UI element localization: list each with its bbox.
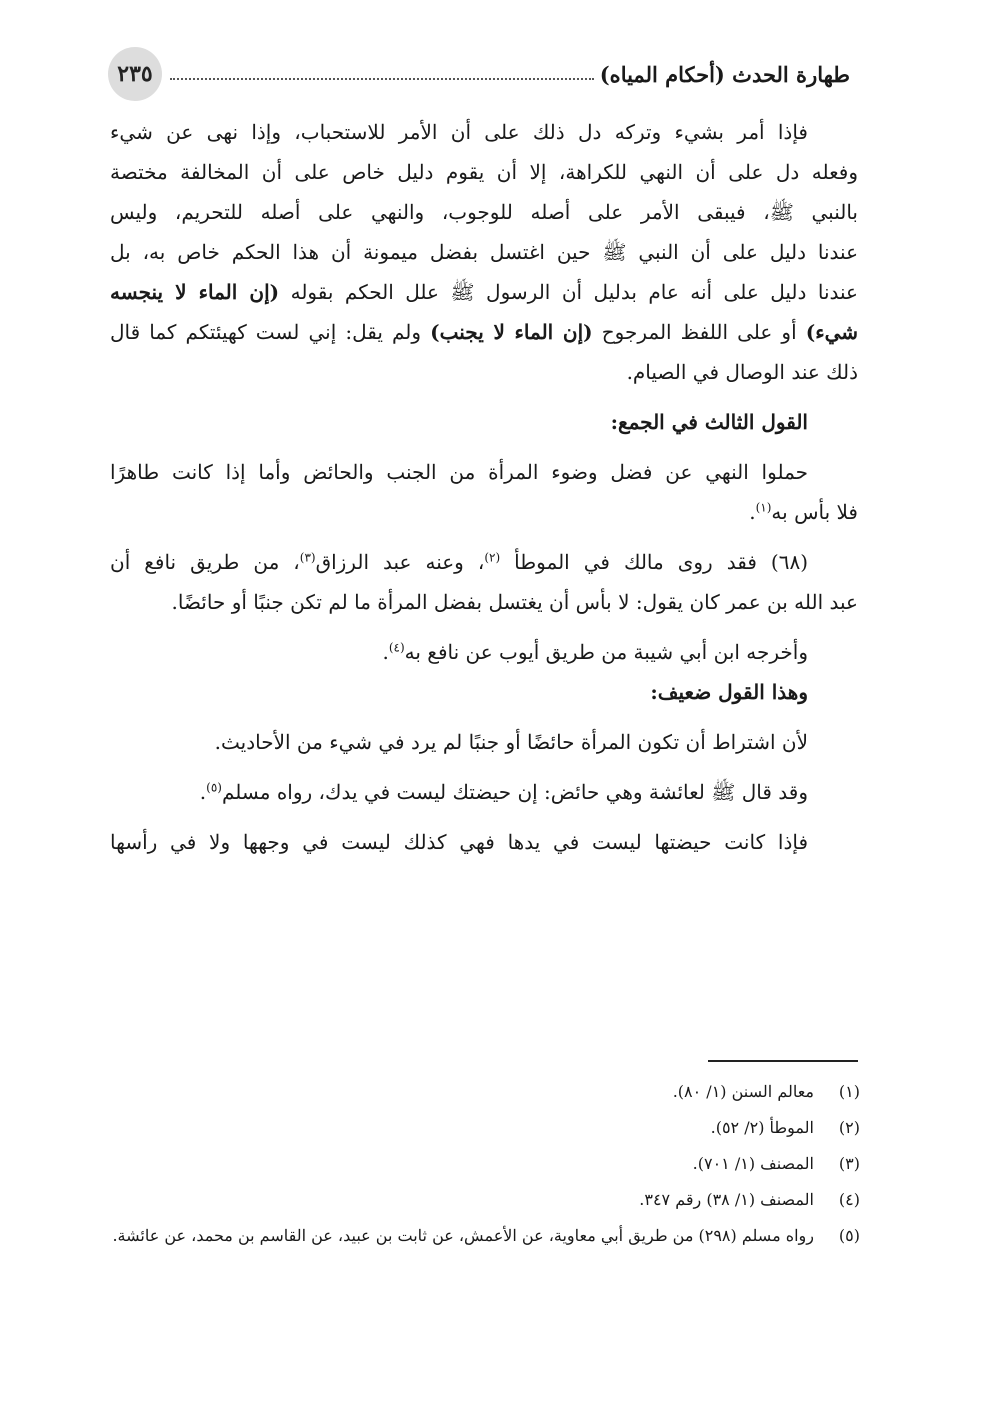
text-line: حملوا النهي عن فضل وضوء المرأة من الجنب والحائض وأما إذا كانت طاهرًا [110, 460, 808, 484]
text-line: فإذا كانت حيضتها ليست في يدها فهي كذلك ليست في وجهها ولا في رأسها [110, 830, 809, 854]
header-dotted-leader [170, 78, 594, 80]
text-line [110, 632, 858, 672]
footnote [108, 1182, 860, 1218]
footnote-number: (٢) [838, 1118, 860, 1137]
text-span: وقد قال ﷺ لعائشة وهي حائض: إن حيضتك ليست في يدك، رواه مسلم [221, 780, 808, 804]
text-line: لأن اشتراط أن تكون المرأة حائضًا أو جنبًا لم يرد في شيء من الأحاديث. [214, 730, 808, 754]
text-span: ولم يقل: إني لست كهيئتكم كما قال [110, 320, 422, 344]
text-span: . [749, 500, 756, 524]
footnote-number: (٣) [838, 1154, 860, 1173]
footnote [108, 1218, 860, 1254]
text-line [110, 772, 858, 812]
footnote-text: المصنف (١/ ٧٠١). [692, 1154, 814, 1173]
running-title: طهارة الحدث (أحكام المياه) [599, 61, 850, 87]
hadith-quote: (إن الماء لا يجنب) [430, 320, 593, 344]
footnote-number: (١) [838, 1082, 860, 1101]
footnote-text: الموطأ (٢/ ٥٢). [710, 1118, 814, 1137]
hadith-quote: شيء) [805, 320, 859, 344]
footnote-ref[interactable]: (١) [755, 500, 772, 515]
text-span: أو على اللفظ المرجوح [601, 320, 797, 344]
hadith-quote: (إن الماء لا ينجسه [110, 280, 280, 304]
text-line: عبد الله بن عمر كان يقول: لا بأس أن يغتسل بفضل المرأة ما لم تكن جنبًا أو حائضًا. [171, 590, 858, 614]
footnote [108, 1146, 860, 1182]
footnotes [108, 1074, 860, 1254]
footnote-text: المصنف (١/ ٣٨) رقم ٣٤٧. [639, 1190, 814, 1209]
text-line [110, 492, 858, 532]
section-heading: القول الثالث في الجمع: [610, 410, 808, 434]
text-line: عندنا دليل على أن النبي ﷺ حين اغتسل بفضل ميمونة أن هذا الحكم خاص به، بل [110, 240, 859, 264]
footnote-ref[interactable]: (٤) [388, 640, 405, 655]
footnote [108, 1074, 860, 1110]
footnote-number: (٤) [838, 1190, 860, 1209]
footnote-text: رواه مسلم (٢٩٨) من طريق أبي معاوية، عن الأعمش، عن ثابت بن عبيد، عن القاسم بن محمد، عن عائشة. [112, 1226, 814, 1245]
text-line: بالنبي ﷺ، فيبقى الأمر على أصله للوجوب، والنهي على أصله للتحريم، وليس [110, 200, 858, 224]
footnote-divider [708, 1060, 858, 1062]
text-span: (٦٨) فقد روى مالك في الموطأ [514, 550, 809, 574]
footnote-ref[interactable]: (٣) [299, 550, 316, 565]
text-line: فإذا أمر بشيء وتركه دل ذلك على أن الأمر للاستحباب، وإذا نهى عن شيء [110, 120, 808, 144]
text-span: عندنا دليل على أنه عام بدليل أن الرسول ﷺ علل الحكم بقوله [290, 280, 858, 304]
footnote-number: (٥) [838, 1226, 860, 1245]
footnote-text: معالم السنن (١/ ٨٠). [672, 1082, 814, 1101]
page-number: ٢٣٥ [108, 47, 162, 101]
text-span: ، وعنه عبد الرزاق [315, 550, 485, 574]
footnote [108, 1110, 860, 1146]
footnote-ref[interactable]: (٢) [484, 550, 501, 565]
text-line [110, 312, 858, 352]
text-span: وأخرجه ابن أبي شيبة من طريق أيوب عن نافع به [404, 640, 808, 664]
text-line: ذلك عند الوصال في الصيام. [626, 360, 858, 384]
text-line: وفعله دل على أن النهي للكراهة، إلا أن يقوم دليل خاص على أن المخالفة مختصة [110, 160, 858, 184]
text-line [110, 542, 858, 582]
footnote-ref[interactable]: (٥) [206, 780, 222, 795]
section-heading: وهذا القول ضعيف: [650, 680, 808, 704]
text-span: ، من طريق نافع أن [110, 550, 300, 574]
text-span: فلا بأس به [771, 500, 858, 524]
main-text [110, 112, 858, 862]
text-line [110, 272, 858, 312]
text-span: . [382, 640, 389, 664]
text-span: . [199, 780, 207, 804]
page-header [108, 42, 850, 106]
